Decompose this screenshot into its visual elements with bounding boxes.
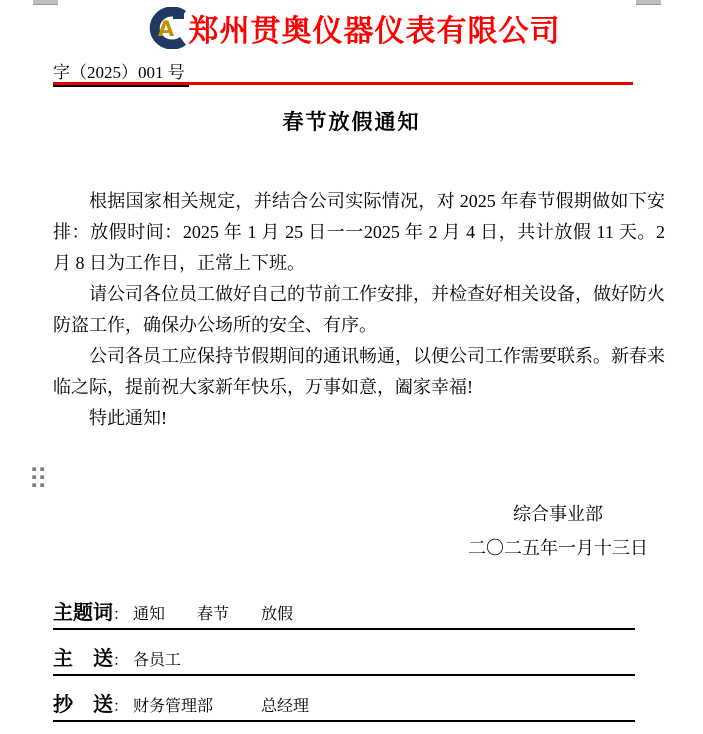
red-divider-line — [53, 82, 633, 85]
document-number: 字（2025）001 号 — [53, 58, 189, 87]
notice-body — [53, 186, 665, 434]
footer-colon: ： — [113, 653, 129, 669]
footer-row-subject — [53, 596, 635, 630]
letterhead — [0, 6, 703, 50]
handle-dot — [40, 475, 44, 479]
handle-dot — [40, 483, 44, 487]
footer-label: 抄 送 — [53, 694, 113, 716]
body-paragraph: 请公司各位员工做好自己的节前工作安排，并检查好相关设备，做好防火防盗工作，确保办公场所的安全、有序。 — [53, 284, 665, 335]
footer-label: 主题词 — [53, 602, 113, 624]
signature-date: 二〇二五年一月十三日 — [468, 538, 648, 558]
company-name: 郑州贯奥仪器仪表有限公司 — [188, 15, 561, 48]
company-logo-icon — [143, 7, 187, 49]
signature-block — [468, 497, 648, 565]
footer-value: 各员工 — [133, 652, 182, 669]
keyword-footer — [53, 596, 635, 734]
ruler-fragment-right — [636, 0, 661, 5]
object-anchor-handle[interactable] — [32, 467, 44, 487]
footer-row-main-send — [53, 642, 635, 676]
handle-dot — [40, 467, 44, 471]
footer-row-cc — [53, 688, 635, 722]
footer-colon: ： — [113, 699, 129, 715]
notice-title: 春节放假通知 — [282, 110, 421, 134]
footer-label: 主 送 — [53, 648, 113, 670]
body-paragraph: 公司各员工应保持节假期间的通讯畅通，以便公司工作需要联系。新春来临之际，提前祝大家新年快乐，万事如意，阖家幸福! — [53, 346, 665, 397]
ruler-fragment-left — [33, 0, 58, 5]
handle-dot — [32, 467, 36, 471]
handle-dot — [32, 475, 36, 479]
body-paragraph: 根据国家相关规定，并结合公司实际情况，对 2025 年春节假期做如下安排：放假时间：2025 年 1 月 25 日一一2025 年 2 月 4 日，共计放假 11 天。2 月 8 日为工作日，正常上下班。 — [53, 191, 665, 273]
body-paragraph: 特此通知! — [89, 408, 167, 428]
signature-department: 综合事业部 — [513, 504, 603, 524]
handle-dot — [32, 483, 36, 487]
footer-value: 财务管理部 总经理 — [133, 698, 310, 715]
logo-letter: A — [157, 17, 174, 41]
footer-value: 通知 春节 放假 — [133, 606, 294, 623]
footer-colon: ： — [113, 607, 129, 623]
